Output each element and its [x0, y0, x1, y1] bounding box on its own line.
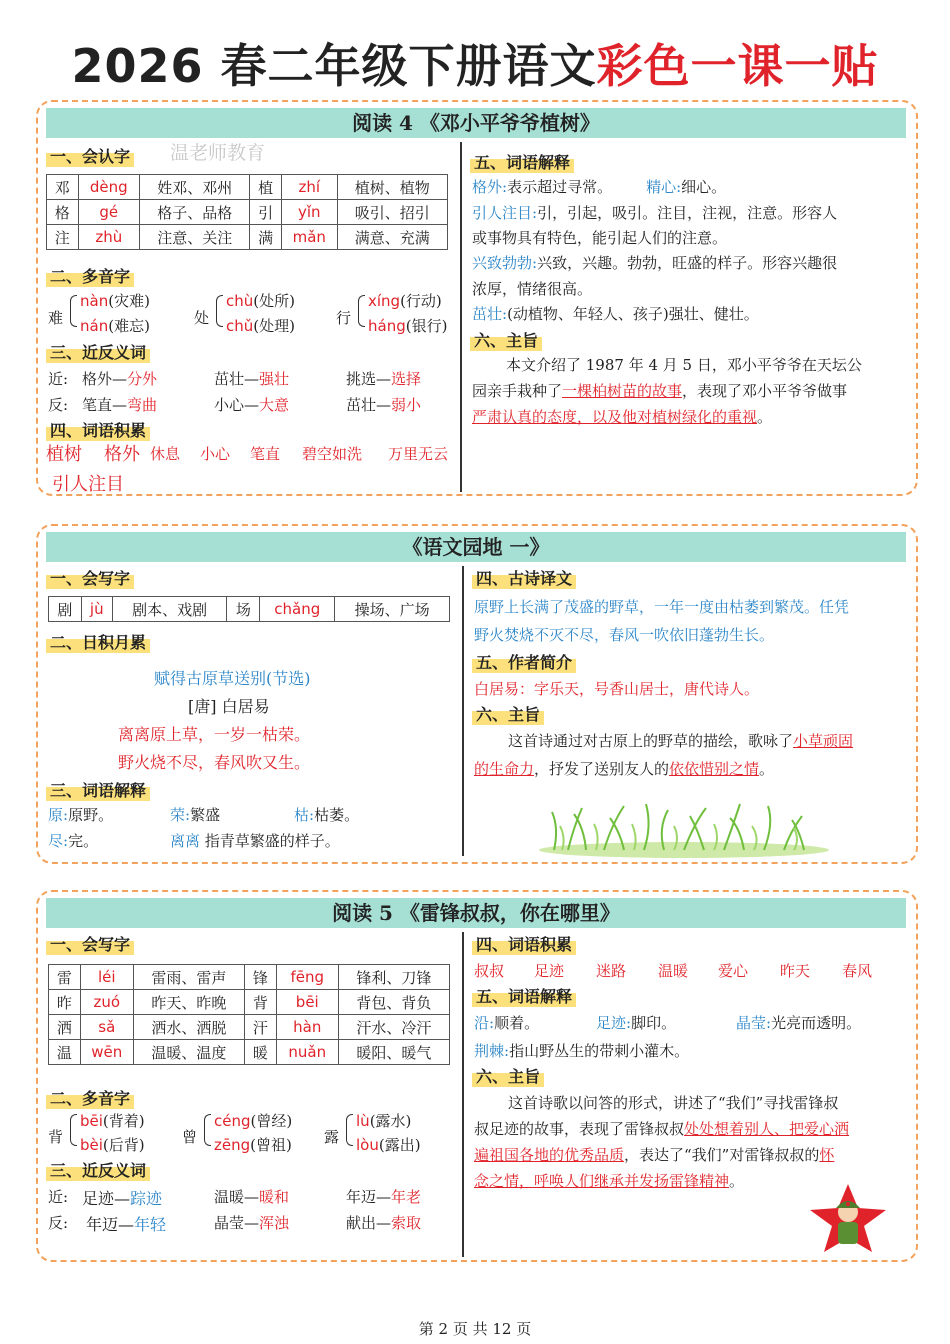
vocab-word: 昨天	[780, 962, 811, 980]
vocab-word: 引人注目	[52, 474, 124, 495]
section-title: 一、会写字	[46, 932, 134, 955]
synonym-pair: 温暖—暖和	[214, 1188, 290, 1206]
definition: 格外:表示超过寻常。 精心:细心。	[472, 178, 727, 196]
table-row: 雷 léi 雷雨、雷声 锋 fēng 锋利、刀锋	[49, 965, 450, 990]
poem-line: 离离原上草，一岁一枯荣。	[118, 725, 311, 744]
definition: 原:原野。	[48, 806, 114, 824]
table-row: 洒 sǎ 洒水、洒脱 汗 hàn 汗水、冷汗	[49, 1015, 450, 1040]
translation-text: 原野上长满了茂盛的野草，一年一度由枯萎到繁茂。任凭	[474, 598, 850, 616]
char-table	[48, 964, 450, 1065]
section-title: 六、主旨	[470, 328, 542, 351]
definition: 或事物具有特色，能引起人们的注意。	[472, 229, 728, 247]
antonym-pair: 晶莹—浑浊	[214, 1214, 290, 1232]
definition: 枯:枯萎。	[294, 806, 360, 824]
vocab-word: 万里无云	[388, 445, 449, 463]
section-title: 五、作者简介	[472, 650, 576, 673]
synonym-pair: 挑选—选择	[346, 370, 422, 388]
section-title: 五、词语解释	[470, 150, 574, 173]
synonym-label: 近:	[48, 370, 69, 388]
lesson-heading: 《语文园地 一》	[46, 532, 906, 562]
table-row: 格 gé 格子、品格 引 yǐn 吸引、招引	[47, 200, 448, 225]
soldier-star-illustration	[806, 1182, 890, 1254]
vocab-word: 碧空如洗	[302, 445, 363, 463]
theme-text: 遍祖国各地的优秀品质，表达了“我们”对雷锋叔叔的怀	[474, 1146, 835, 1164]
synonym-pair: 茁壮—强壮	[214, 370, 290, 388]
vocab-word: 爱心	[718, 962, 749, 980]
char-table	[46, 174, 448, 250]
table-row: 注 zhù 注意、关注 满 mǎn 满意、充满	[47, 225, 448, 250]
lesson-heading: 阅读 4 《邓小平爷爷植树》	[46, 108, 906, 138]
theme-text: 叔足迹的故事，表现了雷锋叔叔处处想着别人、把爱心洒	[474, 1120, 850, 1138]
column-divider	[460, 142, 462, 492]
definition: 尽:完。	[48, 832, 99, 850]
section-title: 六、主旨	[472, 702, 544, 725]
antonym-pair: 笔直—弯曲	[82, 396, 158, 414]
grass-illustration	[534, 798, 834, 858]
definition: 沿:顺着。	[474, 1014, 540, 1032]
antonym-pair: 献出—索取	[346, 1214, 422, 1232]
definition: 浓厚，情绪很高。	[472, 280, 593, 298]
vocab-word: 植树	[46, 444, 82, 465]
antonym-pair: 小心—大意	[214, 396, 290, 414]
column-divider	[462, 566, 464, 856]
translation-text: 野火焚烧不灭不尽，春风一吹依旧蓬勃生长。	[474, 626, 775, 644]
theme-text: 的生命力，抒发了送别友人的依依惜别之情。	[474, 760, 775, 778]
vocab-word: 足迹	[534, 962, 565, 980]
theme-text: 这首诗通过对古原上的野草的描绘，歌咏了小草顽固	[508, 732, 854, 750]
lesson-card-garden-1	[36, 524, 918, 864]
antonym-pair: 年迈—年轻	[86, 1215, 167, 1234]
section-title: 二、多音字	[46, 264, 134, 287]
char-table	[48, 596, 450, 622]
poem-author: [唐] 白居易	[188, 697, 270, 716]
section-title: 三、近反义词	[46, 1158, 150, 1181]
vocab-word: 春风	[842, 962, 873, 980]
definition: 荣:繁盛	[170, 806, 221, 824]
synonym-pair: 足迹—踪迹	[82, 1189, 163, 1208]
table-row: 剧 jù 剧本、戏剧 场 chǎng 操场、广场	[49, 597, 450, 622]
page-title: 2026 春二年级下册语文彩色一课一贴	[71, 39, 879, 93]
vocab-word: 笔直	[250, 445, 281, 463]
theme-text: 这首诗歌以问答的形式，讲述了“我们”寻找雷锋叔	[508, 1094, 839, 1112]
section-title: 一、会写字	[46, 566, 134, 589]
theme-text: 严肃认真的态度，以及他对植树绿化的重视。	[472, 408, 773, 426]
antonym-pair: 茁壮—弱小	[346, 396, 422, 414]
page-footer: 第 2 页 共 12 页	[418, 1320, 532, 1338]
vocab-word: 格外	[104, 444, 140, 465]
watermark: 温老师教育	[170, 142, 266, 164]
lesson-card-reading-5: 阅读 5 《雷锋叔叔，你在哪里》 一、会写字 雷 léi 雷雨、雷声 锋 fēng 锋利、刀锋 昨 zuó 昨天、昨晚 背 bēi 背包、背负 洒 sǎ 洒水、洒脱 汗 hàn 汗水、冷汗 温 wēn 温暖、温度 暖 nuǎn 暖阳、暖气 二、多音字 背 bēi(背着) bèi(后背) 曾 céng(曾经) zēng(曾祖) 露 lù(露水) lòu(露出) 三、近反义词 近: 足迹—踪迹 温暖—暖和 年迈—年老 反: 年迈—年轻 晶莹—浑浊 献出—索取 四、词语积累 叔叔 足迹 迷路 温暖 爱心 昨天 春风 五、词语解释 沿:顺着。 足迹:脚印。 晶莹:光亮而透明。 荆棘:指山野丛生的带刺小灌木。 六、主旨 这首诗歌以问答的形式，讲述了“我们”寻找雷锋叔 叔足迹的故事，表现了雷锋叔叔处处想着别人、把爱心洒 遍祖国各地的优秀品质，表达了“我们”对雷锋叔叔的怀 念之情，呼唤人们继承并发扬雷锋精神。	[36, 890, 918, 1262]
definition: 足迹:脚印。	[596, 1014, 677, 1032]
theme-text: 本文介绍了 1987 年 4 月 5 日，邓小平爷爷在天坛公	[506, 356, 862, 374]
section-title: 三、近反义词	[46, 340, 150, 363]
section-title: 一、会认字	[46, 144, 134, 167]
antonym-label: 反:	[48, 1214, 69, 1232]
synonym-pair: 年迈—年老	[346, 1188, 422, 1206]
lesson-heading: 阅读 5 《雷锋叔叔，你在哪里》	[46, 898, 906, 928]
section-title: 四、古诗译文	[472, 566, 576, 589]
poem-line: 野火烧不尽，春风吹又生。	[118, 753, 311, 772]
vocab-word: 休息	[150, 445, 181, 463]
section-title: 四、词语积累	[472, 932, 576, 955]
table-row: 温 wēn 温暖、温度 暖 nuǎn 暖阳、暖气	[49, 1040, 450, 1065]
antonym-label: 反:	[48, 396, 69, 414]
definition: 引人注目:引，引起，吸引。注目，注视，注意。形容人	[472, 204, 838, 222]
vocab-word: 小心	[200, 445, 231, 463]
section-title: 三、词语解释	[46, 778, 150, 801]
synonym-label: 近:	[48, 1188, 69, 1206]
poem-title: 赋得古原草送别(节选)	[154, 669, 311, 688]
section-title: 二、日积月累	[46, 630, 150, 653]
definition: 兴致勃勃:兴致，兴趣。勃勃，旺盛的样子。形容兴趣很	[472, 254, 838, 272]
definition: 晶莹:光亮而透明。	[736, 1014, 862, 1032]
lesson-card-reading-4: 阅读 4 《邓小平爷爷植树》 一、会认字 温老师教育 邓 dèng 姓邓、邓州 植 zhí 植树、植物 格 gé 格子、品格 引 yǐn 吸引、招引 注 zhù 注意、关注 满 mǎn 满意、充满 二、多音字 难 nàn(灾难) nán(难忘) 处 chù(处所) chǔ(处理) 行 xíng(行动) háng(银行) 三、近反义词 近: 格外—分外 茁壮—强壮 挑选—选择 反: 笔直—弯曲 小心—大意 茁壮—弱小 四、词语积累 植树 格外 休息 小心 笔直 碧空如洗 万里无云 引人注目 五、词语解释 格外:表示超过寻常。 精心:细心。 引人注目:引，引起，吸引。注目，注视，注意。形容人 或事物具有特色，能引起人们的注意。 兴致勃勃:兴致，兴趣。勃勃，旺盛的样子。形容兴趣很 浓厚，情绪很高。 茁壮:(动植物、年轻人、孩子)强壮、健壮。 六、主旨 本文介绍了 1987 年 4 月 5 日，邓小平爷爷在天坛公 园亲手栽种了一棵柏树苗的故事，表现了邓小平爷爷做事 严肃认真的态度，以及他对植树绿化的重视。	[36, 100, 918, 496]
author-intro: 白居易：字乐天，号香山居士，唐代诗人。	[474, 680, 760, 698]
section-title: 四、词语积累	[46, 418, 150, 441]
section-title: 二、多音字	[46, 1086, 134, 1109]
theme-text: 园亲手栽种了一棵柏树苗的故事，表现了邓小平爷爷做事	[472, 382, 848, 400]
vocab-word: 温暖	[658, 962, 689, 980]
synonym-pair: 格外—分外	[82, 370, 158, 388]
definition: 离离 指青草繁盛的样子。	[170, 832, 340, 850]
theme-text: 念之情，呼唤人们继承并发扬雷锋精神。	[474, 1172, 745, 1190]
section-title: 五、词语解释	[472, 984, 576, 1007]
definition: 荆棘:指山野丛生的带刺小灌木。	[474, 1042, 690, 1060]
table-row: 邓 dèng 姓邓、邓州 植 zhí 植树、植物	[47, 175, 448, 200]
table-row: 昨 zuó 昨天、昨晚 背 bēi 背包、背负	[49, 990, 450, 1015]
vocab-word: 叔叔	[474, 962, 505, 980]
definition: 茁壮:(动植物、年轻人、孩子)强壮、健壮。	[472, 305, 759, 323]
vocab-word: 迷路	[596, 962, 627, 980]
column-divider	[462, 932, 464, 1257]
section-title: 六、主旨	[472, 1064, 544, 1087]
